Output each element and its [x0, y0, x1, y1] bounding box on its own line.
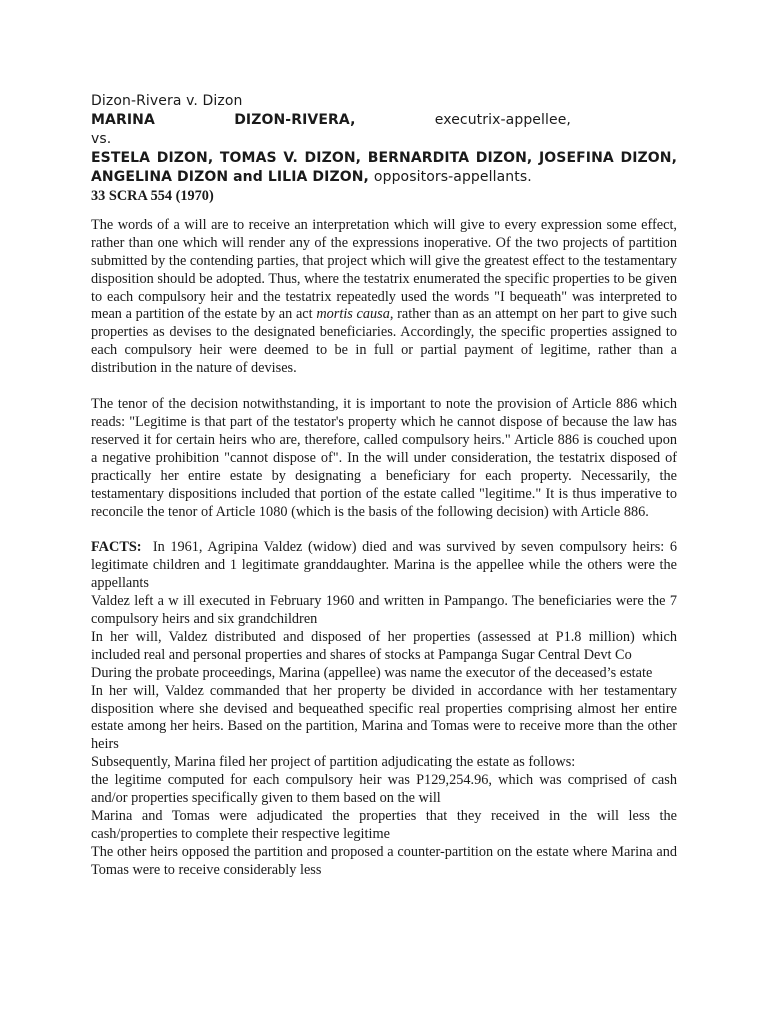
facts-item: the legitime computed for each compulsory heir was P129,254.96, which was comprised of cash and/or properties specifically given to them based on the will	[91, 772, 677, 807]
facts-item: During the probate proceedings, Marina (appellee) was name the executor of the deceased’s estate	[91, 664, 653, 681]
document-page	[91, 92, 677, 880]
doctrine-paragraph-2: The tenor of the decision notwithstanding, it is important to note the provision of Article 886 which reads: "Legitime is that part of the testator's property which he cannot dispose of because the law has reserved it for certain heirs who are, therefore, called compulsory heirs." Article 886 is couched upon a negative prohibition "cannot dispose of". In the will under consideration, the testatrix disposed of practically her entire estate by designating a beneficiary for each property. Necessarily, the testamentary dispositions included that portion of the estate called "legitime." It is thus imperative to reconcile the tenor of Article 1080 (which is the basis of the following decision) with Article 886.	[91, 396, 677, 520]
facts-item: In her will, Valdez distributed and disposed of her properties (assessed at P1.8 million) which included real and personal properties and shares of stocks at Pampanga Sugar Central Devt Co	[91, 628, 677, 663]
facts-first: In 1961, Agripina Valdez (widow) died and was survived by seven compulsory heirs: 6 legitimate children and 1 legitimate granddaughter. Marina is the appellee while the others were the appellants	[91, 539, 677, 592]
facts-item: Valdez left a w ill executed in February 1960 and written in Pampango. The beneficiaries were the 7 compulsory heirs and six grandchildren	[91, 593, 677, 628]
doctrine-p1-text-b: , rather than as an attempt on her part to give such properties as devises to the designated beneficiaries. Accordingly, the specific properties assigned to each compulsory heir were deemed to be in full or partial payment of legitime, rather than a distribution in the nature of devises.	[91, 306, 677, 377]
facts-intro	[91, 539, 677, 593]
facts-item: Marina and Tomas were adjudicated the properties that they received in the will less the cash/properties to complete their respective legitime	[91, 808, 677, 842]
doctrine-p1-italic: mortis causa	[316, 306, 390, 323]
appellants-role: oppositors-appellants.	[373, 169, 532, 185]
appellee-last-name: DIZON-RIVERA,	[234, 112, 356, 128]
appellants-names: ESTELA DIZON, TOMAS V. DIZON, BERNARDITA DIZON, JOSEFINA DIZON, ANGELINA DIZON and LILIA DIZON,	[91, 150, 677, 185]
facts-item: In her will, Valdez commanded that her property be divided in accordance with her testamentary disposition where she devised and bequeathed specific real properties comprising almost her entire estate among her heirs. Based on the partition, Marina and Tomas were to receive more than the other heirs	[91, 682, 677, 753]
doctrine-paragraph-1	[91, 217, 677, 378]
appellee-role: executrix-appellee,	[434, 112, 571, 128]
doctrine-p1-text-a: The words of a will are to receive an interpretation which will give to every expression some effect, rather than one which will render any of the expressions inoperative. Of the two projects of partition submitted by the contending parties, that project which will give the greatest effect to the testamentary disposition should be adopted. Thus, where the testatrix enumerated the specific properties to be given to each compulsory heir and the testatrix repeatedly used the words "I bequeath" was interpreted to mean a partition of the estate by an act	[91, 216, 677, 323]
facts-label: FACTS:	[91, 539, 142, 556]
appellants-line	[91, 149, 677, 187]
case-citation: 33 SCRA 554 (1970)	[91, 188, 214, 204]
appellee-first-name: MARINA	[91, 112, 155, 128]
facts-item: The other heirs opposed the partition and proposed a counter-partition on the estate where Marina and Tomas were to receive considerably less	[91, 843, 677, 878]
case-short-title: Dizon-Rivera v. Dizon	[91, 93, 243, 109]
appellee-line	[91, 111, 571, 130]
versus: vs.	[91, 131, 112, 147]
facts-item: Subsequently, Marina filed her project of partition adjudicating the estate as follows:	[91, 754, 576, 771]
